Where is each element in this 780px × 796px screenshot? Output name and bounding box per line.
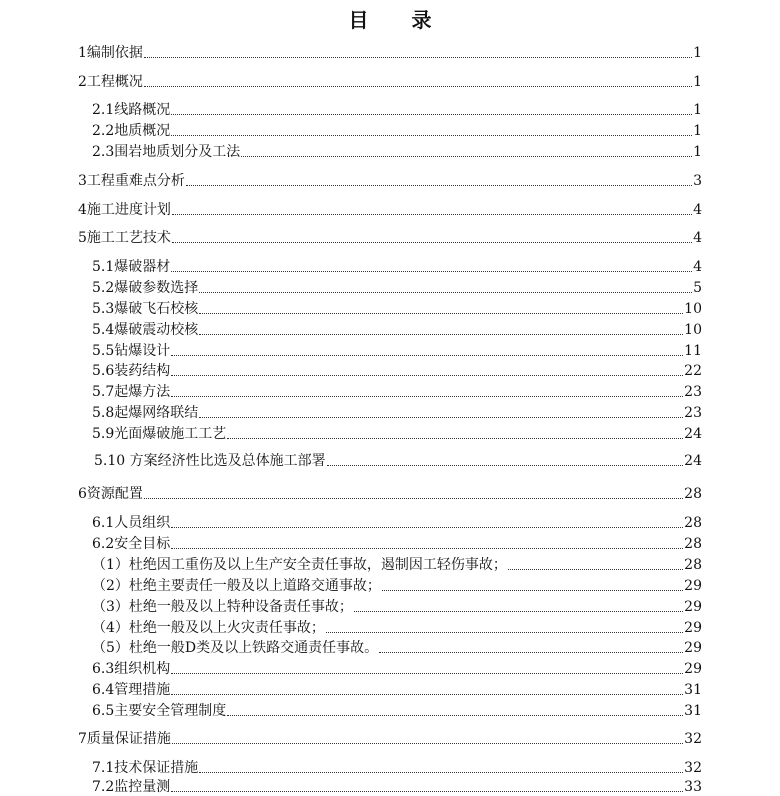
toc-entry[interactable] [92, 360, 702, 380]
toc-entry-label: 5.10 方案经济性比选及总体施工部署 [94, 453, 326, 469]
toc-entry[interactable] [92, 298, 702, 318]
toc-entry-page: 32 [684, 731, 702, 747]
toc-entry-page: 31 [684, 682, 702, 698]
dot-leader [171, 527, 683, 528]
toc-entry[interactable] [94, 450, 702, 470]
toc-entry[interactable] [92, 617, 702, 637]
dot-leader [186, 185, 692, 186]
toc-entry-label: 5.5钻爆设计 [92, 343, 171, 359]
dot-leader [171, 548, 683, 549]
dot-leader [199, 772, 683, 773]
toc-entry-label: 6资源配置 [78, 486, 143, 502]
toc-entry-page: 28 [684, 515, 702, 531]
toc-entry-label: 5.9光面爆破施工工艺 [92, 426, 227, 442]
dot-leader [379, 652, 683, 653]
dot-leader [171, 791, 683, 792]
toc-entry-label: 4施工进度计划 [78, 202, 171, 218]
toc-entry[interactable] [92, 99, 702, 119]
toc-entry-page: 23 [684, 405, 702, 421]
toc-entry-label: 2工程概况 [78, 74, 143, 90]
toc-entry-label: 5.2爆破参数选择 [92, 280, 199, 296]
toc-entry-label: 6.1人员组织 [92, 515, 171, 531]
toc-entry[interactable] [92, 277, 702, 297]
toc-entry[interactable] [92, 757, 702, 777]
toc-entry[interactable] [92, 512, 702, 532]
dot-leader [199, 334, 683, 335]
toc-entry-label: 6.4管理措施 [92, 682, 171, 698]
dot-leader [172, 743, 683, 744]
toc-entry-page: 4 [693, 259, 702, 275]
toc-entry-label: 2.1线路概况 [92, 102, 171, 118]
dot-leader [172, 242, 692, 243]
toc-entry[interactable] [92, 319, 702, 339]
toc-entry-label: 6.5主要安全管理制度 [92, 703, 227, 719]
toc-entry[interactable] [78, 728, 702, 748]
toc-entry-page: 3 [693, 173, 702, 189]
toc-entry-page: 22 [684, 363, 702, 379]
dot-leader [171, 114, 692, 115]
toc-entry[interactable] [92, 596, 702, 616]
dot-leader [199, 292, 692, 293]
toc-title: 目 录 [348, 8, 450, 32]
toc-entry-page: 4 [693, 202, 702, 218]
dot-leader [171, 396, 683, 397]
dot-leader [382, 590, 683, 591]
toc-entry-page: 29 [684, 620, 702, 636]
toc-entry[interactable] [92, 141, 702, 161]
toc-entry-label: 3工程重难点分析 [78, 173, 185, 189]
toc-entry[interactable] [92, 575, 702, 595]
dot-leader [171, 694, 683, 695]
toc-entry-page: 10 [684, 301, 702, 317]
toc-entry-page: 23 [684, 384, 702, 400]
toc-entry-page: 28 [684, 486, 702, 502]
toc-entry-page: 33 [684, 779, 702, 795]
dot-leader [354, 611, 683, 612]
toc-entry-label: 6.2安全目标 [92, 536, 171, 552]
dot-leader [144, 498, 683, 499]
toc-entry-label: （2）杜绝主要责任一般及以上道路交通事故； [92, 578, 381, 594]
toc-entry[interactable] [92, 658, 702, 678]
toc-entry-page: 29 [684, 599, 702, 615]
toc-entry-page: 29 [684, 661, 702, 677]
toc-entry-label: 5.3爆破飞石校核 [92, 301, 199, 317]
toc-entry[interactable] [78, 42, 702, 62]
toc-entry-label: 5施工工艺技术 [78, 230, 171, 246]
toc-entry-label: 5.7起爆方法 [92, 384, 171, 400]
toc-entry[interactable] [92, 402, 702, 422]
dot-leader [171, 355, 683, 356]
dot-leader [326, 632, 683, 633]
dot-leader [241, 156, 692, 157]
toc-entry-label: （4）杜绝一般及以上火灾责任事故； [92, 620, 325, 636]
toc-entry-page: 28 [684, 557, 702, 573]
toc-entry[interactable] [92, 423, 702, 443]
dot-leader [508, 569, 683, 570]
toc-entry[interactable] [92, 700, 702, 720]
toc-entry[interactable] [92, 776, 702, 796]
toc-entry-page: 1 [693, 102, 702, 118]
toc-entry-page: 5 [693, 280, 702, 296]
toc-entry-label: 7.1技术保证措施 [92, 760, 199, 776]
toc-entry[interactable] [92, 533, 702, 553]
toc-entry-page: 1 [693, 144, 702, 160]
toc-entry-label: 7.2监控量测 [92, 779, 171, 795]
dot-leader [327, 465, 684, 466]
dot-leader [227, 715, 683, 716]
toc-entry-page: 11 [684, 343, 702, 359]
toc-entry-page: 28 [684, 536, 702, 552]
toc-entry-page: 1 [693, 45, 702, 61]
toc-entry-label: 5.8起爆网络联结 [92, 405, 199, 421]
dot-leader [171, 673, 683, 674]
toc-entry-label: （1）杜绝因工重伤及以上生产安全责任事故，遏制因工轻伤事故； [92, 557, 507, 573]
toc-entry-page: 24 [684, 453, 702, 469]
dot-leader [199, 313, 683, 314]
toc-entry-page: 29 [684, 640, 702, 656]
toc-entry[interactable] [92, 256, 702, 276]
toc-entry-label: （5）杜绝一般D类及以上铁路交通责任事故。 [92, 640, 379, 656]
toc-entry-label: 2.3围岩地质划分及工法 [92, 144, 241, 160]
toc-entry[interactable] [92, 381, 702, 401]
toc-entry-page: 1 [693, 123, 702, 139]
toc-entry-page: 32 [684, 760, 702, 776]
toc-entry-page: 10 [684, 322, 702, 338]
toc-entry[interactable] [92, 554, 702, 574]
dot-leader [172, 214, 692, 215]
dot-leader [144, 57, 692, 58]
dot-leader [171, 375, 683, 376]
toc-entry-page: 29 [684, 578, 702, 594]
toc-entry[interactable] [92, 120, 702, 140]
dot-leader [171, 271, 692, 272]
toc-entry-page: 24 [684, 426, 702, 442]
dot-leader [171, 135, 692, 136]
toc-entry[interactable] [78, 170, 702, 190]
toc-entry-page: 1 [693, 74, 702, 90]
toc-entry[interactable] [78, 227, 702, 247]
toc-entry-label: （3）杜绝一般及以上特种设备责任事故； [92, 599, 353, 615]
dot-leader [227, 438, 683, 439]
toc-entry[interactable] [92, 340, 702, 360]
toc-entry[interactable] [92, 637, 702, 657]
toc-entry-label: 5.1爆破器材 [92, 259, 171, 275]
toc-entry-page: 4 [693, 230, 702, 246]
toc-entry-page: 31 [684, 703, 702, 719]
toc-entry[interactable] [92, 679, 702, 699]
dot-leader [144, 86, 692, 87]
toc-entry-label: 5.4爆破震动校核 [92, 322, 199, 338]
toc-entry[interactable] [78, 71, 702, 91]
toc-entry-label: 2.2地质概况 [92, 123, 171, 139]
toc-entry-label: 6.3组织机构 [92, 661, 171, 677]
dot-leader [199, 417, 683, 418]
toc-entry[interactable] [78, 199, 702, 219]
toc-entry[interactable] [78, 483, 702, 503]
toc-entry-label: 7质量保证措施 [78, 731, 171, 747]
toc-entry-label: 5.6装药结构 [92, 363, 171, 379]
toc-entry-label: 1编制依据 [78, 45, 143, 61]
